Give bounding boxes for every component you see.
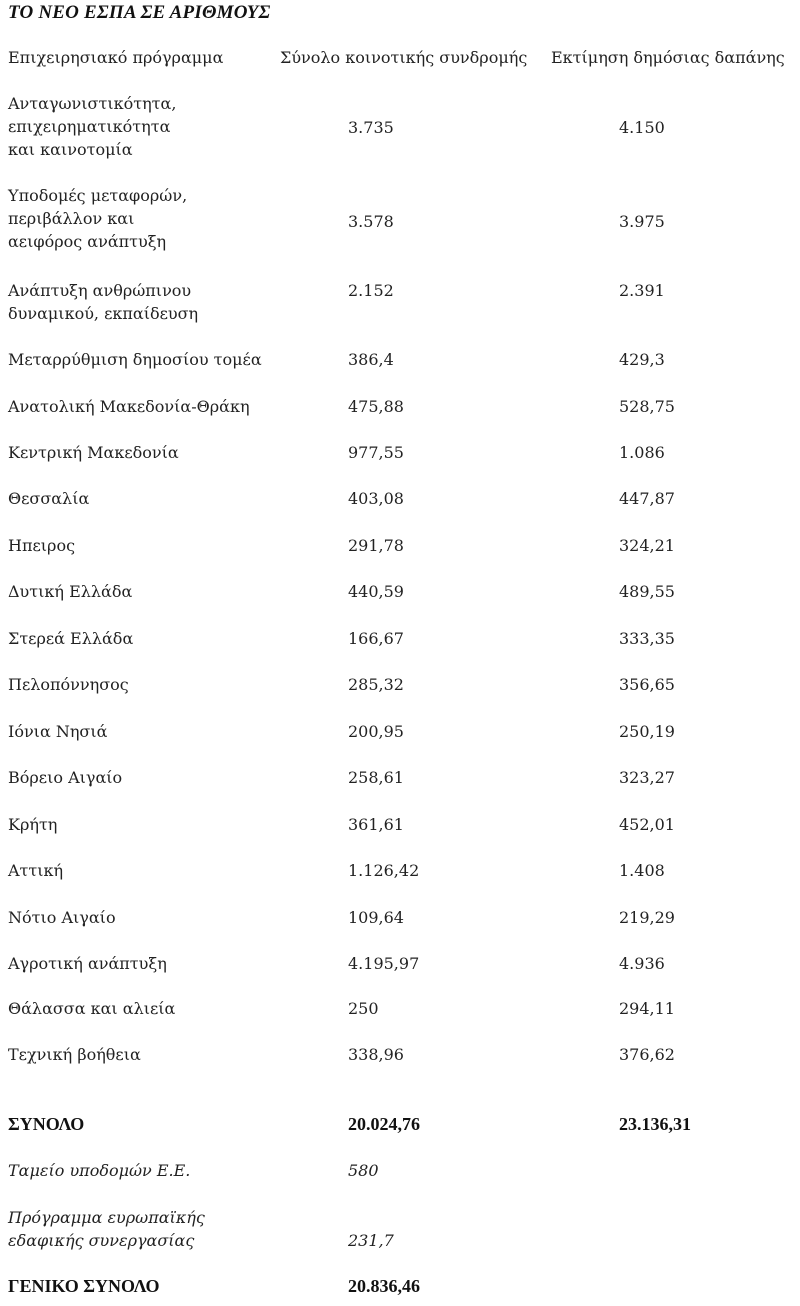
public-amount: 528,75 xyxy=(619,397,675,416)
public-amount: 4.936 xyxy=(619,954,665,973)
total-community: 20.024,76 xyxy=(348,1114,420,1134)
extra-label: Πρόγραμμα ευρωπαϊκής εδαφικής συνεργασίας xyxy=(8,1208,205,1250)
community-amount: 475,88 xyxy=(348,397,404,416)
community-amount: 200,95 xyxy=(348,722,404,741)
total-public: 23.136,31 xyxy=(619,1114,691,1134)
community-amount: 338,96 xyxy=(348,1045,404,1064)
public-amount: 219,29 xyxy=(619,908,675,927)
program-name: Μεταρρύθμιση δημοσίου τομέα xyxy=(8,350,262,369)
program-name: Ηπειρος xyxy=(8,536,76,555)
program-name: Ιόνια Νησιά xyxy=(8,722,108,741)
public-amount: 2.391 xyxy=(619,281,665,300)
public-amount: 447,87 xyxy=(619,489,675,508)
grand-total-label: ΓΕΝΙΚΟ ΣΥΝΟΛΟ xyxy=(8,1276,160,1296)
community-amount: 977,55 xyxy=(348,443,404,462)
column-header-public: Εκτίμηση δημόσιας δαπάνης xyxy=(551,48,785,67)
community-amount: 109,64 xyxy=(348,908,404,927)
grand-total-value: 20.836,46 xyxy=(348,1276,420,1296)
public-amount: 452,01 xyxy=(619,815,675,834)
program-name: Στερεά Ελλάδα xyxy=(8,629,134,648)
program-name: Αττική xyxy=(8,861,64,880)
program-name: Κρήτη xyxy=(8,815,58,834)
community-amount: 1.126,42 xyxy=(348,861,420,880)
community-amount: 361,61 xyxy=(348,815,404,834)
program-name: Τεχνική βοήθεια xyxy=(8,1045,141,1064)
total-label: ΣΥΝΟΛΟ xyxy=(8,1114,85,1134)
community-amount: 386,4 xyxy=(348,350,394,369)
community-amount: 3.735 xyxy=(348,118,394,137)
program-name: Κεντρική Μακεδονία xyxy=(8,443,179,462)
community-amount: 166,67 xyxy=(348,629,404,648)
program-name: Πελοπόννησος xyxy=(8,675,129,694)
program-name: Ανταγωνιστικότητα, επιχειρηματικότητα και καινοτομία xyxy=(8,94,177,159)
program-name: Ανάπτυξη ανθρώπινου δυναμικού, εκπαίδευση xyxy=(8,281,199,323)
public-amount: 356,65 xyxy=(619,675,675,694)
program-name: Υποδομές μεταφορών, περιβάλλον και αειφόρος ανάπτυξη xyxy=(8,186,188,251)
community-amount: 403,08 xyxy=(348,489,404,508)
public-amount: 323,27 xyxy=(619,768,675,787)
program-name: Θεσσαλία xyxy=(8,489,90,508)
extra-label: Ταμείο υποδομών Ε.Ε. xyxy=(8,1161,191,1180)
community-amount: 258,61 xyxy=(348,768,404,787)
public-amount: 376,62 xyxy=(619,1045,675,1064)
extra-value: 580 xyxy=(348,1161,379,1180)
public-amount: 4.150 xyxy=(619,118,665,137)
public-amount: 1.408 xyxy=(619,861,665,880)
public-amount: 250,19 xyxy=(619,722,675,741)
column-header-community: Σύνολο κοινοτικής συνδρομής xyxy=(280,48,528,67)
program-name: Θάλασσα και αλιεία xyxy=(8,999,176,1018)
public-amount: 1.086 xyxy=(619,443,665,462)
column-header-program: Επιχειρησιακό πρόγραμμα xyxy=(8,48,224,67)
public-amount: 294,11 xyxy=(619,999,675,1018)
community-amount: 250 xyxy=(348,999,379,1018)
community-amount: 2.152 xyxy=(348,281,394,300)
community-amount: 291,78 xyxy=(348,536,404,555)
program-name: Ανατολική Μακεδονία-Θράκη xyxy=(8,397,250,416)
public-amount: 3.975 xyxy=(619,212,665,231)
community-amount: 3.578 xyxy=(348,212,394,231)
community-amount: 4.195,97 xyxy=(348,954,420,973)
public-amount: 324,21 xyxy=(619,536,675,555)
public-amount: 489,55 xyxy=(619,582,675,601)
extra-value: 231,7 xyxy=(348,1231,394,1250)
community-amount: 440,59 xyxy=(348,582,404,601)
page-title: ΤΟ ΝΕΟ ΕΣΠΑ ΣΕ ΑΡΙΘΜΟΥΣ xyxy=(8,2,271,23)
community-amount: 285,32 xyxy=(348,675,404,694)
program-name: Βόρειο Αιγαίο xyxy=(8,768,123,787)
program-name: Νότιο Αιγαίο xyxy=(8,908,116,927)
public-amount: 429,3 xyxy=(619,350,665,369)
program-name: Αγροτική ανάπτυξη xyxy=(8,954,167,973)
public-amount: 333,35 xyxy=(619,629,675,648)
program-name: Δυτική Ελλάδα xyxy=(8,582,133,601)
